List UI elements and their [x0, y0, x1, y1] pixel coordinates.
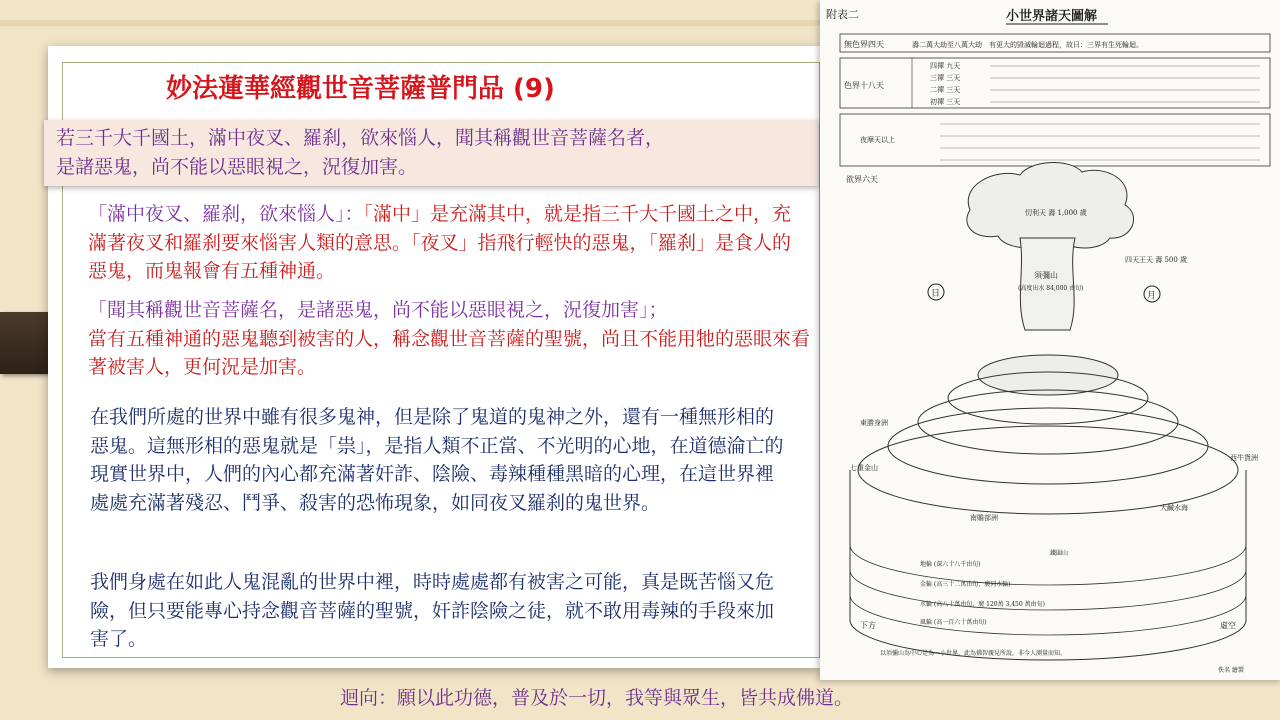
- world-cylinder: [850, 470, 1246, 660]
- seven-gold-mountains-label: 七重金山: [850, 464, 878, 472]
- iron-ring-label: 鐵圍山: [1050, 550, 1069, 557]
- commentary-paragraph-1: [88, 200, 800, 286]
- formless-realm-note: 壽二萬大劫至八萬大劫 有更大的毀滅輪迴過程，故曰：三界有生死輪迴。: [912, 41, 1143, 49]
- formless-realm-label: 無色界四天: [844, 40, 884, 49]
- void-label: 虛空: [1220, 621, 1236, 630]
- trayastrimsa-label: 忉利天 壽 1,000 歲: [1025, 209, 1087, 217]
- dedication-footer: 迴向：願以此功德，普及於一切，我等與眾生，皆共成佛道。: [340, 687, 854, 709]
- commentary-text-1: 「滿中」是充滿其中，就是指三千大千國土之中，充滿著夜叉和羅刹要來惱害人類的意思。「夜叉」指飛行輕快的惡鬼，「羅刹」是食人的惡鬼，而鬼報會有五種神通。: [88, 203, 792, 282]
- quote-line-2: 是諸惡鬼，尚不能以惡眼視之，況復加害。: [56, 156, 418, 178]
- second-dhyana-label: 二禪 三天: [930, 86, 961, 94]
- commentary-paragraph-4: 我們身處在如此人鬼混亂的世界中裡，時時處處都有被害之可能，真是既苦惱又危險，但只要能專心持念觀音菩薩的聖號，奸詐陰險之徒，就不敢用毒辣的手段來加害了。: [90, 571, 775, 650]
- diagram-signature: 佚名 繪製: [1218, 667, 1244, 674]
- yama-heaven-label: 夜摩天以上: [860, 136, 895, 144]
- salt-ocean-label: 大鹹水海: [1160, 504, 1188, 512]
- moon-label: 月: [1147, 291, 1157, 301]
- gold-wheel-label: 金輪 (高三十二萬由旬，廣同水輪): [920, 581, 1011, 588]
- water-wheel-label: 水輪 (高八十萬由旬，廣 120萬 3,450 萬由旬): [920, 601, 1045, 608]
- sun-label: 日: [931, 289, 941, 299]
- desire-realm-label: 欲界六天: [846, 175, 878, 184]
- west-continent-label: 西牛貨洲: [1230, 454, 1258, 462]
- wind-wheel-label: 風輪 (高一百六十萬由旬): [920, 619, 987, 626]
- sumeru-mountain: [1020, 238, 1075, 330]
- commentary-paragraph-3: 在我們所處的世界中雖有很多鬼神，但是除了鬼道的鬼神之外，還有一種無形相的惡鬼。這無形相的惡鬼就是「祟」，是指人類不正當、不光明的心地，在道德淪亡的現實世界中，人們的內心都充滿著奸詐、陰險、毒辣種種黑暗的心理，在這世界裡處處充滿著殘忍、鬥爭、殺害的恐怖現象，如同夜叉羅刹的鬼世界。: [90, 406, 784, 514]
- diagram-corner-label: 附表二: [826, 8, 859, 21]
- cosmology-diagram: [820, 0, 1280, 680]
- quote-line-1: 若三千大千國土，滿中夜叉、羅刹，欲來惱人，聞其稱觀世音菩薩名者，: [56, 127, 665, 149]
- earth-wheel-label: 地輪 (深六十八千由旬): [920, 561, 981, 568]
- east-continent-label: 東勝身洲: [860, 419, 888, 427]
- fourth-dhyana-label: 四禪 九天: [930, 62, 961, 70]
- sumeru-height: (高度出水 84,000 由旬): [1018, 285, 1084, 292]
- four-kings-label: 四天王天 壽 500 歲: [1125, 256, 1188, 264]
- form-realm-label: 色界十八天: [844, 81, 884, 90]
- diagram-title: 小世界諸天圖解: [1006, 9, 1098, 24]
- below-label: 下方: [860, 621, 876, 630]
- sumeru-summit-clouds: [967, 163, 1134, 248]
- slide-title: 妙法蓮華經觀世音菩薩普門品 (9): [166, 74, 555, 104]
- sutra-quote-box: [44, 120, 818, 186]
- commentary-text-2: 當有五種神通的惡鬼聽到被害的人，稱念觀世音菩薩的聖號，尚且不能用牠的惡眼來看著被害人，更何況是加害。: [88, 327, 811, 378]
- commentary-paragraph-2: [88, 296, 818, 382]
- quoted-phrase-2: 「聞其稱觀世音菩薩名，是諸惡鬼，尚不能以惡眼視之，況復加害」；: [88, 299, 668, 321]
- sumeru-label: 須彌山: [1034, 271, 1058, 280]
- quoted-phrase-1: 「滿中夜叉、羅刹，欲來惱人」：: [88, 203, 364, 225]
- diagram-bottom-note: 以須彌山為中心是為一小世界，此為佛智親見所說，非今人測量而知。: [880, 650, 1067, 657]
- cosmology-diagram-svg: [820, 0, 1280, 680]
- first-dhyana-label: 初禪 三天: [930, 98, 961, 106]
- third-dhyana-label: 三禪 三天: [930, 74, 961, 82]
- south-continent-label: 南贍部洲: [970, 514, 998, 522]
